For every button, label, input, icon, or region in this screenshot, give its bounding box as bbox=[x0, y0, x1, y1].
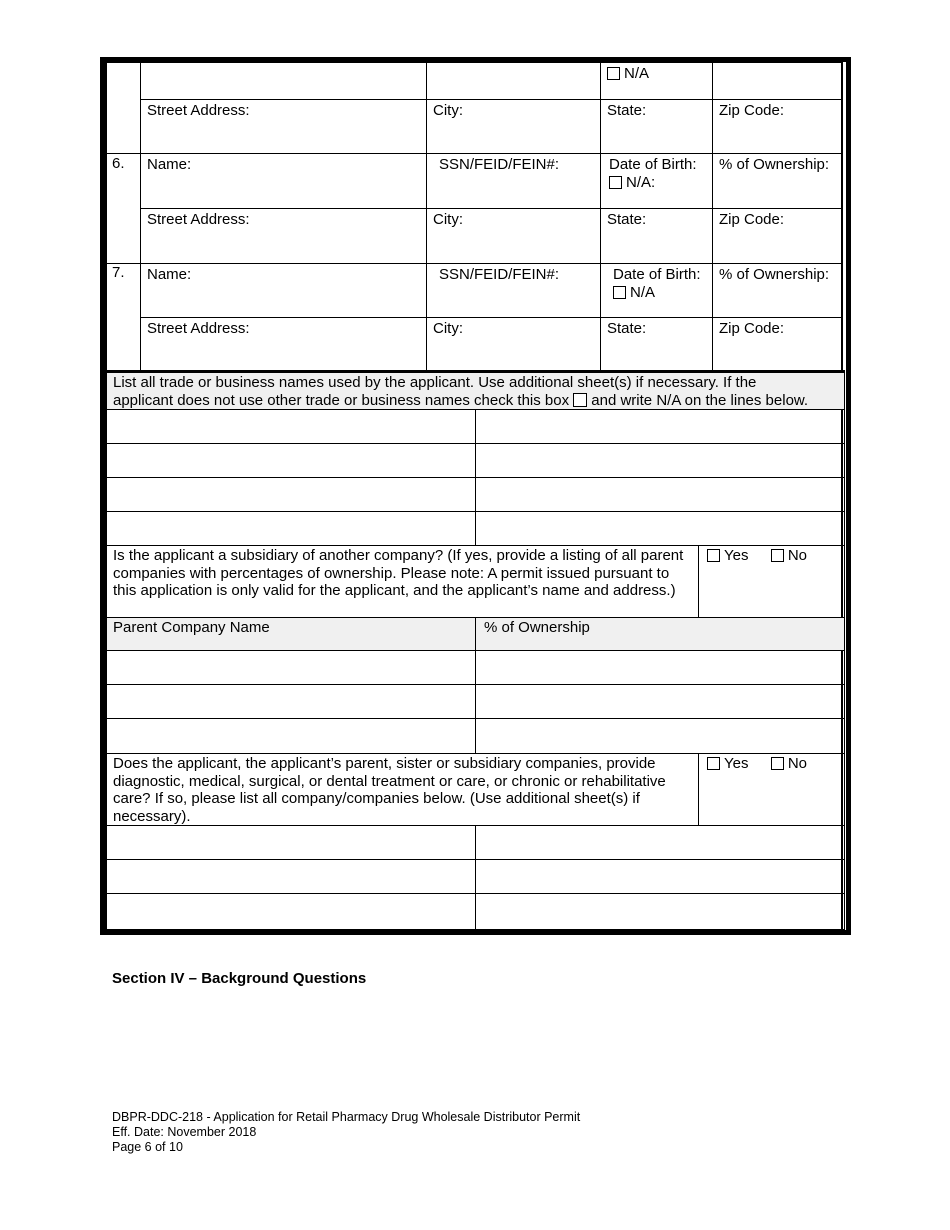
owner7-name-field[interactable]: Name: bbox=[140, 263, 427, 318]
trade-name-input[interactable] bbox=[106, 477, 476, 512]
owner7-city-field[interactable]: City: bbox=[426, 317, 601, 372]
treatment-company-input[interactable] bbox=[475, 893, 845, 930]
owner7-ownership-field[interactable]: % of Ownership: bbox=[712, 263, 843, 318]
name-field[interactable] bbox=[140, 62, 427, 100]
subsidiary-answer: Yes No bbox=[698, 545, 845, 618]
number-divider bbox=[106, 153, 141, 154]
treatment-company-input[interactable] bbox=[475, 825, 845, 860]
owner6-street-field[interactable]: Street Address: bbox=[140, 208, 427, 264]
number-column bbox=[106, 62, 141, 372]
owner6-state-field[interactable]: State: bbox=[600, 208, 713, 264]
owner7-dob-na-checkbox[interactable] bbox=[613, 286, 626, 299]
owner6-zip-field[interactable]: Zip Code: bbox=[712, 208, 843, 264]
trade-names-instructions: List all trade or business names used by the applicant. Use additional sheet(s) if necessary. If the applicant does not use other trade or business names check this box and write N/A on the lines below. bbox=[106, 372, 845, 410]
ownership-input[interactable] bbox=[475, 650, 845, 685]
page-footer bbox=[112, 1110, 580, 1155]
trade-name-input[interactable] bbox=[475, 409, 845, 444]
trade-name-input[interactable] bbox=[475, 443, 845, 478]
trade-name-input[interactable] bbox=[106, 511, 476, 546]
street-address-field[interactable]: Street Address: bbox=[140, 99, 427, 154]
ssn-field[interactable] bbox=[426, 62, 601, 100]
treatment-question: Does the applicant, the applicant’s parent, sister or subsidiary companies, provide diagnostic, medical, surgical, or dental treatment or care, or chronic or rehabilitative care? If so, please list all company/companies below. (Use additional sheet(s) if necessary). bbox=[106, 753, 699, 826]
owner7-street-field[interactable]: Street Address: bbox=[140, 317, 427, 372]
subsidiary-no-checkbox[interactable] bbox=[771, 549, 784, 562]
parent-company-input[interactable] bbox=[106, 650, 476, 685]
parent-company-header: Parent Company Name bbox=[106, 617, 476, 651]
ownership-header: % of Ownership bbox=[475, 617, 845, 651]
treatment-company-input[interactable] bbox=[106, 859, 476, 894]
ownership-input[interactable] bbox=[475, 718, 845, 754]
owner6-ownership-field[interactable]: % of Ownership: bbox=[712, 153, 843, 209]
parent-company-input[interactable] bbox=[106, 684, 476, 719]
footer-eff-date: Eff. Date: November 2018 bbox=[112, 1125, 257, 1139]
dob-field[interactable]: N/A bbox=[600, 62, 713, 100]
treatment-company-input[interactable] bbox=[106, 893, 476, 930]
treatment-company-input[interactable] bbox=[475, 859, 845, 894]
trade-name-input[interactable] bbox=[475, 477, 845, 512]
owner-number-6: 6. bbox=[112, 155, 125, 172]
ownership-field[interactable] bbox=[712, 62, 843, 100]
state-field[interactable]: State: bbox=[600, 99, 713, 154]
section-title: Section IV – Background Questions bbox=[112, 970, 367, 987]
city-field[interactable]: City: bbox=[426, 99, 601, 154]
dob-na-checkbox[interactable] bbox=[607, 67, 620, 80]
owner6-dob-na-checkbox[interactable] bbox=[609, 176, 622, 189]
owner7-dob-field[interactable]: Date of Birth: N/A bbox=[600, 263, 713, 318]
owner6-dob-field[interactable]: Date of Birth: N/A: bbox=[600, 153, 713, 209]
owner6-name-field[interactable]: Name: bbox=[140, 153, 427, 209]
treatment-answer: Yes No bbox=[698, 753, 845, 826]
treatment-company-input[interactable] bbox=[106, 825, 476, 860]
owner-number-7: 7. bbox=[112, 264, 125, 281]
subsidiary-yes-checkbox[interactable] bbox=[707, 549, 720, 562]
no-trade-names-checkbox[interactable] bbox=[573, 393, 587, 407]
owner6-city-field[interactable]: City: bbox=[426, 208, 601, 264]
footer-form-name: DBPR-DDC-218 - Application for Retail Pharmacy Drug Wholesale Distributor Permit bbox=[112, 1110, 581, 1124]
trade-name-input[interactable] bbox=[106, 443, 476, 478]
trade-name-input[interactable] bbox=[106, 409, 476, 444]
parent-company-input[interactable] bbox=[106, 718, 476, 754]
owner6-ssn-field[interactable]: SSN/FEID/FEIN#: bbox=[426, 153, 601, 209]
owner7-zip-field[interactable]: Zip Code: bbox=[712, 317, 843, 372]
footer-page-number: Page 6 of 10 bbox=[112, 1140, 183, 1154]
treatment-no-checkbox[interactable] bbox=[771, 757, 784, 770]
zip-field[interactable]: Zip Code: bbox=[712, 99, 843, 154]
subsidiary-question: Is the applicant a subsidiary of another company? (If yes, provide a listing of all parent companies with percentages of ownership. Please note: A permit issued pursuant to this application is only valid for the applicant, and the applicant’s name and address.) bbox=[106, 545, 699, 618]
number-divider bbox=[106, 263, 141, 264]
ownership-input[interactable] bbox=[475, 684, 845, 719]
treatment-yes-checkbox[interactable] bbox=[707, 757, 720, 770]
owner7-ssn-field[interactable]: SSN/FEID/FEIN#: bbox=[426, 263, 601, 318]
trade-name-input[interactable] bbox=[475, 511, 845, 546]
owner7-state-field[interactable]: State: bbox=[600, 317, 713, 372]
